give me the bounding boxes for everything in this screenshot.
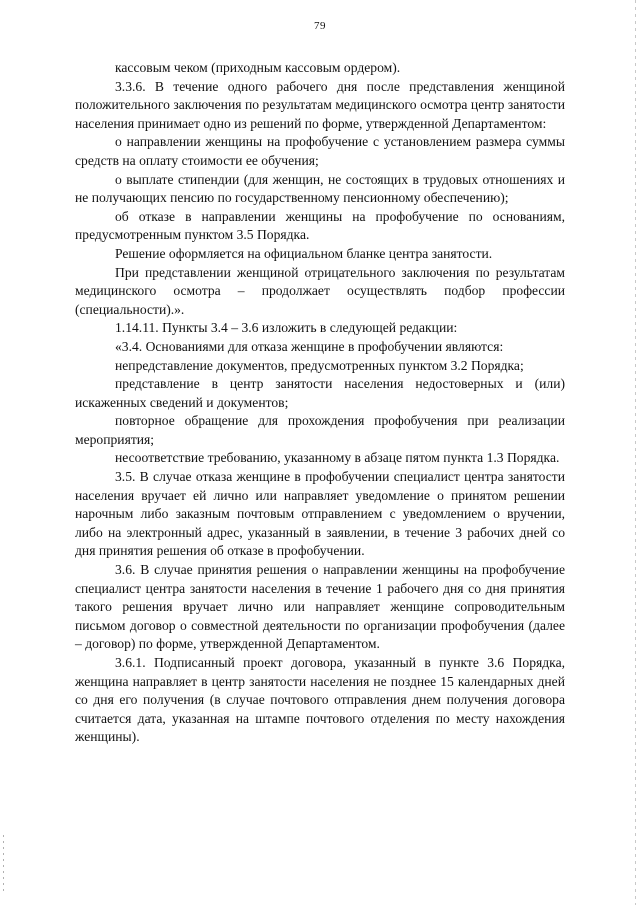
document-body — [75, 59, 565, 747]
paragraph-10: непредставление документов, предусмотренных пунктом 3.2 Порядка; — [115, 357, 524, 373]
paragraph-7: При представлении женщиной отрицательного заключения по результатам медицинского осмотра – продолжает осуществлять подбор профессии (специальности).». — [75, 264, 565, 317]
paragraph-12: повторное обращение для прохождения профобучения при реализации мероприятия; — [75, 413, 565, 447]
paragraph-3: о направлении женщины на профобучение с установлением размера суммы средств на оплату стоимости ее обучения; — [75, 134, 565, 168]
scan-edge-line — [635, 0, 636, 905]
paragraph-6: Решение оформляется на официальном бланке центра занятости. — [115, 245, 493, 261]
paragraph-13: несоответствие требованию, указанному в абзаце пятом пункта 1.3 Порядка. — [115, 450, 560, 466]
paragraph-9: «3.4. Основаниями для отказа женщине в профобучении являются: — [115, 338, 504, 354]
paragraph-11: представление в центр занятости населения недостоверных и (или) искаженных сведений и документов; — [75, 376, 565, 410]
paragraph-1: кассовым чеком (приходным кассовым ордером). — [115, 60, 401, 75]
paragraph-14: 3.5. В случае отказа женщине в профобучении специалист центра занятости населения вручает ей лично или направляет уведомление о принятом решении нарочным либо заказным почтовым отправлением с уведомлением о вручении, либо на электронный адрес, указанный в заявлении, в течение 3 рабочих дней со дня принятия решения об отказе в профобучении. — [75, 469, 565, 559]
paragraph-8: 1.14.11. Пункты 3.4 – 3.6 изложить в следующей редакции: — [115, 320, 458, 336]
scan-edge-marks — [3, 835, 4, 895]
paragraph-2: 3.3.6. В течение одного рабочего дня после представления женщиной положительного заключения по результатам медицинского осмотра центр занятости населения принимает одно из решений по форме, утвержденной Департаментом: — [75, 78, 565, 131]
paragraph-4: о выплате стипендии (для женщин, не состоящих в трудовых отношениях и не получающих пенсию по государственному пенсионному обеспечению); — [75, 171, 565, 206]
paragraph-15: 3.6. В случае принятия решения о направлении женщины на профобучение специалист центра занятости населения в течение 1 рабочего дня со дня принятия такого решения вручает лично или направляет женщине сопроводительным письмом договор о совместной деятельности по организации профобучения (далее – договор) по форме, утвержденной Департаментом. — [75, 562, 565, 652]
paragraph-5: об отказе в направлении женщины на профобучение по основаниям, предусмотренным пунктом 3.5 Порядка. — [75, 208, 565, 243]
paragraph-16: 3.6.1. Подписанный проект договора, указанный в пункте 3.6 Порядка, женщина направляет в центр занятости населения не позднее 15 календарных дней со дня его получения (в случае почтового отправления днем получения договора считается дата, указанная на штампе почтового отделения по месту нахождения женщины). — [75, 655, 565, 745]
page-number: 79 — [314, 20, 326, 32]
